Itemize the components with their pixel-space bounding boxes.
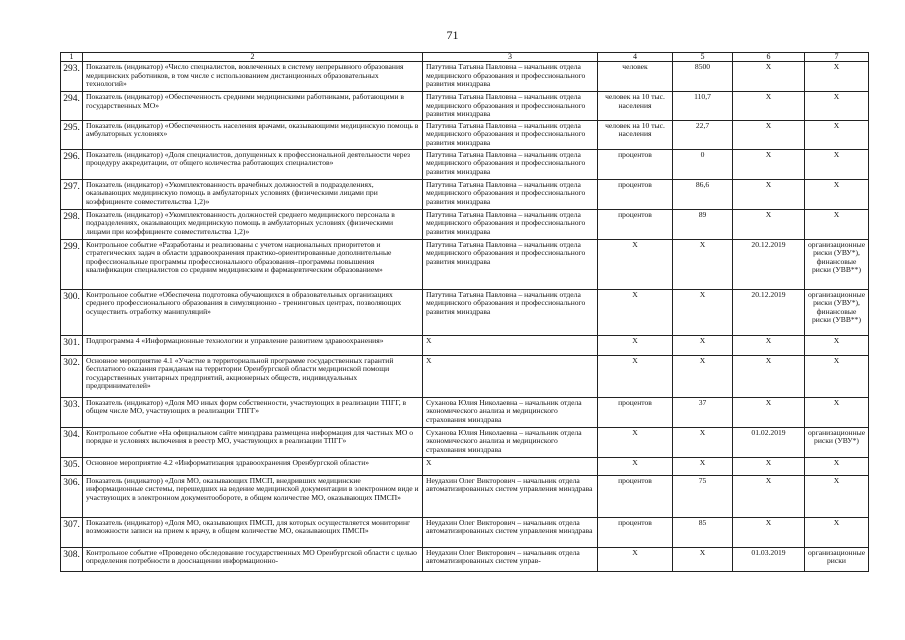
table-cell-unit: человек bbox=[598, 62, 673, 92]
table-cell-unit: X bbox=[598, 289, 673, 335]
table-row bbox=[61, 179, 869, 209]
table-row bbox=[61, 62, 869, 92]
table-cell-date: X bbox=[733, 475, 805, 517]
table-cell-date: X bbox=[733, 179, 805, 209]
table-cell-risk: X bbox=[805, 457, 869, 475]
table-cell-date: X bbox=[733, 149, 805, 179]
table-cell-n: 306. bbox=[61, 475, 83, 517]
table-cell-risk: организационные риски (УВУ*) bbox=[805, 427, 869, 457]
table-cell-val: 86,6 bbox=[673, 179, 733, 209]
table-cell-val: 37 bbox=[673, 397, 733, 427]
table-cell-unit: X bbox=[598, 457, 673, 475]
table-cell-desc: Показатель (индикатор) «Обеспеченность средними медицинскими работниками, работающими в государственных МО» bbox=[83, 92, 423, 121]
table-cell-desc: Контрольное событие «Разработаны и реализованы с учетом национальных приоритетов и стратегических задач в области здравоохранения практико-ориентированные дополнительные профессиональные программы профессионального образования–программы повышения квалификации специалистов со средним медицинским и фармацевтическим образованием» bbox=[83, 239, 423, 289]
table-cell-val: X bbox=[673, 457, 733, 475]
table-row bbox=[61, 149, 869, 179]
table-cell-n: 304. bbox=[61, 427, 83, 457]
table-cell-n: 305. bbox=[61, 457, 83, 475]
table-cell-date: X bbox=[733, 62, 805, 92]
table-cell-desc: Показатель (индикатор) «Число специалистов, вовлеченных в систему непрерывного образования медицинских работников, в том числе с использованием дистанционных образовательных технологий» bbox=[83, 62, 423, 92]
table-cell-resp: X bbox=[423, 335, 598, 355]
table-cell-risk: X bbox=[805, 120, 869, 149]
table-cell-n: 308. bbox=[61, 547, 83, 571]
table-row bbox=[61, 547, 869, 571]
table-cell-risk: X bbox=[805, 179, 869, 209]
table-cell-n: 294. bbox=[61, 92, 83, 121]
header-cell: 7 bbox=[805, 53, 869, 62]
table-cell-resp: X bbox=[423, 457, 598, 475]
table-row bbox=[61, 120, 869, 149]
table-cell-desc: Контрольное событие «Обеспечена подготовка обучающихся в образовательных организациях среднего профессионального образования в симуляционно - тренинговых центрах, позволяющих осуществить отработку манипуляций» bbox=[83, 289, 423, 335]
header-cell: 2 bbox=[83, 53, 423, 62]
table-cell-risk: X bbox=[805, 92, 869, 121]
table-cell-unit: человек на 10 тыс. населения bbox=[598, 120, 673, 149]
table-cell-risk: X bbox=[805, 475, 869, 517]
table-cell-resp: Патутина Татьяна Павловна – начальник отдела медицинского образования и профессионального развития минздрава bbox=[423, 239, 598, 289]
table-cell-n: 296. bbox=[61, 149, 83, 179]
table-cell-date: X bbox=[733, 120, 805, 149]
table-cell-val: 110,7 bbox=[673, 92, 733, 121]
table-cell-val: X bbox=[673, 355, 733, 397]
table-cell-risk: организационные риски bbox=[805, 547, 869, 571]
table-cell-n: 300. bbox=[61, 289, 83, 335]
table-cell-resp: Неудахин Олег Викторович – начальник отдела автоматизированных систем управления минздрава bbox=[423, 475, 598, 517]
table-cell-unit: X bbox=[598, 239, 673, 289]
table-row bbox=[61, 355, 869, 397]
table-cell-desc: Контрольное событие «Проведено обследование государственных МО Оренбургской области с целью определения потребности в дооснащении информационно- bbox=[83, 547, 423, 571]
table-cell-val: 85 bbox=[673, 517, 733, 547]
table-cell-resp: Патутина Татьяна Павловна – начальник отдела медицинского образования и профессионального развития минздрава bbox=[423, 92, 598, 121]
header-cell: 5 bbox=[673, 53, 733, 62]
table-cell-unit: процентов bbox=[598, 209, 673, 239]
table-cell-n: 307. bbox=[61, 517, 83, 547]
table-cell-risk: X bbox=[805, 62, 869, 92]
table-cell-date: X bbox=[733, 517, 805, 547]
table-row bbox=[61, 517, 869, 547]
table-cell-resp: Патутина Татьяна Павловна – начальник отдела медицинского образования и профессионального развития минздрава bbox=[423, 120, 598, 149]
table-cell-date: X bbox=[733, 335, 805, 355]
table-cell-desc: Показатель (индикатор) «Доля специалистов, допущенных к профессиональной деятельности через процедуру аккредитации, от общего количества работающих специалистов» bbox=[83, 149, 423, 179]
table-cell-desc: Подпрограмма 4 «Информационные технологии и управление развитием здравоохранения» bbox=[83, 335, 423, 355]
table-cell-desc: Показатель (индикатор) «Доля МО иных форм собственности, участвующих в реализации ТПГГ, в общем числе МО, участвующих в реализации ТПГГ» bbox=[83, 397, 423, 427]
table-cell-n: 301. bbox=[61, 335, 83, 355]
table-cell-date: X bbox=[733, 92, 805, 121]
table-cell-unit: процентов bbox=[598, 475, 673, 517]
table-cell-val: 8500 bbox=[673, 62, 733, 92]
table-cell-val: 75 bbox=[673, 475, 733, 517]
table-cell-n: 302. bbox=[61, 355, 83, 397]
table-cell-resp: Патутина Татьяна Павловна – начальник отдела медицинского образования и профессионального развития минздрава bbox=[423, 289, 598, 335]
table-cell-date: 20.12.2019 bbox=[733, 239, 805, 289]
table-header-row bbox=[61, 53, 869, 62]
table-cell-val: X bbox=[673, 289, 733, 335]
table-cell-date: X bbox=[733, 457, 805, 475]
table-cell-risk: X bbox=[805, 209, 869, 239]
table-row bbox=[61, 457, 869, 475]
table-cell-resp: Патутина Татьяна Павловна – начальник отдела медицинского образования и профессионального развития минздрава bbox=[423, 149, 598, 179]
table-row bbox=[61, 92, 869, 121]
table-cell-n: 298. bbox=[61, 209, 83, 239]
table-cell-risk: X bbox=[805, 517, 869, 547]
table-cell-date: X bbox=[733, 209, 805, 239]
table-cell-date: 20.12.2019 bbox=[733, 289, 805, 335]
table-cell-risk: X bbox=[805, 397, 869, 427]
table-cell-unit: X bbox=[598, 547, 673, 571]
table-cell-risk: организационные риски (УВУ*), финансовые риски (УВВ**) bbox=[805, 239, 869, 289]
table-cell-unit: процентов bbox=[598, 397, 673, 427]
table-cell-unit: X bbox=[598, 335, 673, 355]
table-cell-risk: организационные риски (УВУ*), финансовые риски (УВВ**) bbox=[805, 289, 869, 335]
table-cell-val: 0 bbox=[673, 149, 733, 179]
table-row bbox=[61, 397, 869, 427]
table-cell-desc: Показатель (индикатор) «Укомплектованность врачебных должностей в подразделениях, оказывающих медицинскую помощь в амбулаторных условиях (физическими лицами при коэффициенте совместительства 1,2)» bbox=[83, 179, 423, 209]
table-row bbox=[61, 475, 869, 517]
table-cell-resp: Патутина Татьяна Павловна – начальник отдела медицинского образования и профессионального развития минздрава bbox=[423, 179, 598, 209]
table-cell-date: X bbox=[733, 355, 805, 397]
table-cell-n: 295. bbox=[61, 120, 83, 149]
header-cell: 4 bbox=[598, 53, 673, 62]
table-cell-date: 01.02.2019 bbox=[733, 427, 805, 457]
table-cell-desc: Основное мероприятие 4.2 «Информатизация здравоохранения Оренбургской области» bbox=[83, 457, 423, 475]
table-cell-val: X bbox=[673, 547, 733, 571]
table-cell-desc: Показатель (индикатор) «Укомплектованность должностей среднего медицинского персонала в подразделениях, оказывающих медицинскую помощь в амбулаторных условиях (физическими лицами при коэффициенте совместительства 1,2)» bbox=[83, 209, 423, 239]
table-cell-resp: Неудахин Олег Викторович – начальник отдела автоматизированных систем управления минздрава bbox=[423, 517, 598, 547]
table-row bbox=[61, 239, 869, 289]
table-cell-unit: X bbox=[598, 355, 673, 397]
table-cell-resp: Патутина Татьяна Павловна – начальник отдела медицинского образования и профессионального развития минздрава bbox=[423, 62, 598, 92]
table-row bbox=[61, 289, 869, 335]
table-cell-unit: X bbox=[598, 427, 673, 457]
table-cell-unit: человек на 10 тыс. населения bbox=[598, 92, 673, 121]
table-cell-n: 303. bbox=[61, 397, 83, 427]
table-cell-risk: X bbox=[805, 149, 869, 179]
table-cell-desc: Контрольное событие «На официальном сайте минздрава размещена информация для частных МО о порядке и условиях включения в реестр МО, участвующих в реализации ТПГГ» bbox=[83, 427, 423, 457]
table-cell-val: X bbox=[673, 239, 733, 289]
table-cell-desc: Показатель (индикатор) «Обеспеченность населения врачами, оказывающими медицинскую помощь в амбулаторных условиях» bbox=[83, 120, 423, 149]
table-cell-unit: процентов bbox=[598, 517, 673, 547]
header-cell: 6 bbox=[733, 53, 805, 62]
table-cell-date: X bbox=[733, 397, 805, 427]
table-cell-unit: процентов bbox=[598, 149, 673, 179]
table-cell-desc: Показатель (индикатор) «Доля МО, оказывающих ПМСП, внедривших медицинские информационные системы, перешедших на ведение медицинской документации в электронном виде и участвующих в электронном документообороте, в общем количестве МО, оказывающих ПМСП» bbox=[83, 475, 423, 517]
table-cell-n: 293. bbox=[61, 62, 83, 92]
header-cell: 3 bbox=[423, 53, 598, 62]
table-cell-resp: X bbox=[423, 355, 598, 397]
table-row bbox=[61, 335, 869, 355]
page-number: 71 bbox=[446, 28, 459, 42]
table-cell-n: 299. bbox=[61, 239, 83, 289]
table-cell-risk: X bbox=[805, 355, 869, 397]
table-cell-val: X bbox=[673, 335, 733, 355]
header-cell: 1 bbox=[61, 53, 83, 62]
table-cell-desc: Основное мероприятие 4.1 «Участие в территориальной программе государственных гарантий бесплатного оказания гражданам на территории Оренбургской области медицинской помощи государственных унитарных предприятий, акционерных обществ, индивидуальных предпринимателей» bbox=[83, 355, 423, 397]
table-cell-date: 01.03.2019 bbox=[733, 547, 805, 571]
table-cell-unit: процентов bbox=[598, 179, 673, 209]
table-cell-resp: Патутина Татьяна Павловна – начальник отдела медицинского образования и профессионального развития минздрава bbox=[423, 209, 598, 239]
table-cell-resp: Суханова Юлия Николаевна – начальник отдела экономического анализа и медицинского страхования минздрава bbox=[423, 397, 598, 427]
table-cell-resp: Неудахин Олег Викторович – начальник отдела автоматизированных систем управ- bbox=[423, 547, 598, 571]
table-cell-val: X bbox=[673, 427, 733, 457]
table-cell-risk: X bbox=[805, 335, 869, 355]
table-cell-n: 297. bbox=[61, 179, 83, 209]
table-cell-val: 89 bbox=[673, 209, 733, 239]
table-cell-val: 22,7 bbox=[673, 120, 733, 149]
table-row bbox=[61, 209, 869, 239]
data-table bbox=[60, 52, 869, 572]
table-row bbox=[61, 427, 869, 457]
table-cell-resp: Суханова Юлия Николаевна – начальник отдела экономического анализа и медицинского страхования минздрава bbox=[423, 427, 598, 457]
table-cell-desc: Показатель (индикатор) «Доля МО, оказывающих ПМСП, для которых осуществляется мониторинг возможности записи на прием к врачу, в общем количестве МО, оказывающих ПМСП» bbox=[83, 517, 423, 547]
